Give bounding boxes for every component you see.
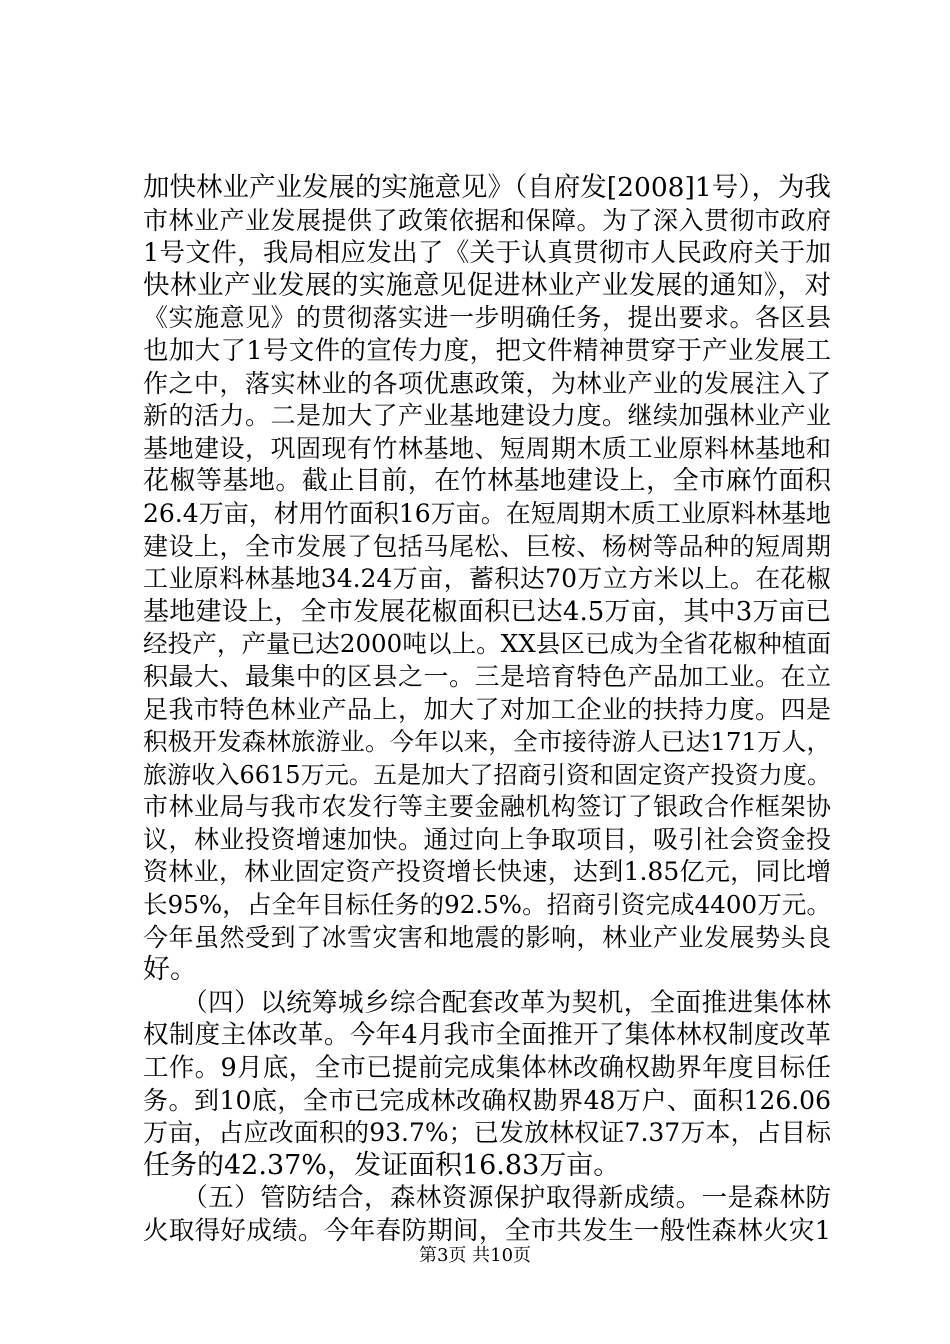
text-line: 1号文件，我局相应发出了《关于认真贯彻市人民政府关于加 (143, 238, 831, 269)
text-line: （五）管防结合，森林资源保护取得新成绩。一是森林防 (143, 1183, 831, 1214)
page-footer: 第3页 共10页 (418, 1245, 532, 1266)
text-line: 基地建设上，全市发展花椒面积已达4.5万亩，其中3万亩已 (143, 596, 831, 627)
text-line: 加快林业产业发展的实施意见》（自府发[2008]1号），为我 (143, 172, 831, 203)
text-line: 快林业产业发展的实施意见促进林业产业发展的通知》，对 (143, 269, 831, 301)
text-line: 建设上，全市发展了包括马尾松、巨桉、杨树等品种的短周期 (143, 531, 831, 561)
text-line: 务。到10底，全市已完成林改确权勘界48万户、面积126.06 (143, 1085, 831, 1115)
text-line: 权制度主体改革。今年4月我市全面推开了集体林权制度改革 (143, 1020, 831, 1051)
text-line: 足我市特色林业产品上，加大了对加工企业的扶持力度。四是 (143, 694, 831, 724)
text-line: 作之中，落实林业的各项优惠政策，为林业产业的发展注入了 (143, 368, 831, 398)
text-line: 工业原料林基地34.24万亩，蓄积达70万立方米以上。在花椒 (143, 564, 831, 594)
text-line: 议，林业投资增速加快。通过向上争取项目，吸引社会资金投 (143, 824, 831, 854)
text-line: 26.4万亩，材用竹面积16万亩。在短周期木质工业原料林基地 (143, 498, 831, 528)
text-line: 火取得好成绩。今年春防期间，全市共发生一般性森林火灾1 (143, 1216, 831, 1246)
document-body (143, 172, 831, 1248)
text-line: 积最大、最集中的区县之一。三是培育特色产品加工业。在立 (143, 661, 831, 691)
text-line: 新的活力。二是加大了产业基地建设力度。继续加强林业产业 (143, 401, 831, 431)
text-line: （四）以统筹城乡综合配套改革为契机，全面推进集体林 (143, 987, 831, 1018)
text-line: 好。 (143, 954, 197, 986)
text-line: 市林业产业发展提供了政策依据和保障。为了深入贯彻市政府 (143, 205, 831, 235)
text-line: 《实施意见》的贯彻落实进一步明确任务，提出要求。各区县 (143, 303, 831, 333)
text-line: 长95%，占全年目标任务的92.5%。招商引资完成4400万元。 (143, 890, 831, 920)
text-line: 花椒等基地。截止目前，在竹林基地建设上，全市麻竹面积 (143, 466, 831, 497)
text-line: 资林业，林业固定资产投资增长快速，达到1.85亿元，同比增 (143, 857, 831, 887)
text-line: 今年虽然受到了冰雪灾害和地震的影响，林业产业发展势头良 (143, 922, 831, 952)
text-line: 也加大了1号文件的宣传力度，把文件精神贯穿于产业发展工 (143, 335, 831, 366)
text-line: 工作。9月底，全市已提前完成集体林改确权勘界年度目标任 (143, 1053, 831, 1084)
text-line: 积极开发森林旅游业。今年以来，全市接待游人已达171万人， (143, 727, 831, 757)
text-line: 万亩，占应改面积的93.7%；已发放林权证7.37万本，占目标 (143, 1118, 831, 1148)
text-line: 市林业局与我市农发行等主要金融机构签订了银政合作框架协 (143, 792, 831, 822)
text-line: 经投产，产量已达2000吨以上。XX县区已成为全省花椒种植面 (143, 629, 831, 659)
text-line: 旅游收入6615万元。五是加大了招商引资和固定资产投资力度。 (143, 760, 831, 789)
text-line: 基地建设，巩固现有竹林基地、短周期木质工业原料林基地和 (143, 433, 831, 463)
text-line: 任务的42.37%，发证面积16.83万亩。 (143, 1149, 621, 1181)
